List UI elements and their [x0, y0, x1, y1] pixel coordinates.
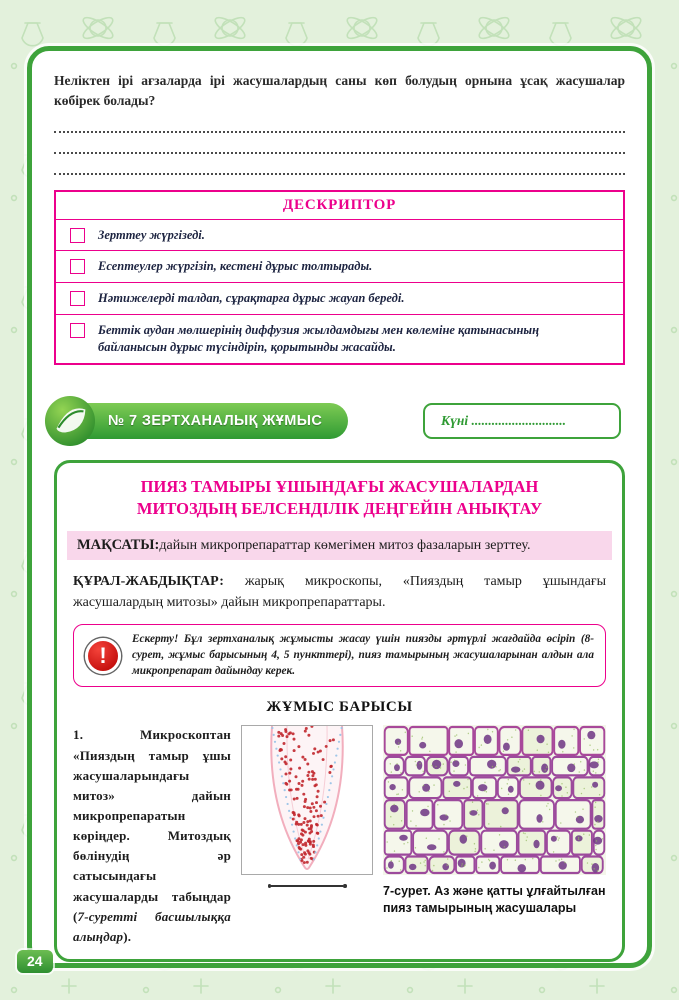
page-content [32, 51, 647, 963]
question-text: Неліктен ірі ағзаларда ірі жасушалардың саны көп болудың орнына ұсақ жасушалар көбірек болады? [54, 73, 625, 109]
answer-line [54, 154, 625, 175]
descriptor-item [56, 314, 623, 363]
lab-work-banner: № 7 ЗЕРТХАНАЛЫҚ ЖҰМЫС [60, 403, 348, 439]
step-body: Микроскоптан «Пияздың тамыр ұшы жасушаларындағы митоз» дайын микропрепаратын көріңдер. Митоздық бөлінудің әр сатысындағы жасушаларды табыңдар ( [73, 727, 231, 924]
descriptor-box [54, 190, 625, 365]
page-frame [27, 46, 652, 968]
lab-banner-row [44, 395, 625, 447]
lab-title-line1: ПИЯЗ ТАМЫРЫ ҰШЫНДАҒЫ ЖАСУШАЛАРДАН [140, 476, 539, 496]
descriptor-item [56, 282, 623, 314]
lab-title-line2: МИТОЗДЫҢ БЕЛСЕНДІЛІК ДЕҢГЕЙІН АНЫҚТАУ [136, 499, 543, 519]
step-figure-ref: 7-суретті басшылыққа алыңдар [73, 908, 231, 944]
checkbox[interactable] [70, 323, 85, 338]
micrograph-image [383, 725, 606, 875]
onion-cells-micrograph [383, 725, 606, 875]
warning-body: Бұл зертханалық жұмысты жасау үшін пиязды әртүрлі жағдайда өсіріп (8-сурет, жұмыс барысының 4, 5 пункттері), пияз тамырының жасушаларынан алдын ала микропрепарат дайындау керек. [132, 633, 594, 677]
descriptor-item-label: Есептеулер жүргізіп, кестені дұрыс толтырады. [98, 259, 373, 274]
equipment-paragraph [73, 572, 606, 613]
micrograph-figure [383, 725, 606, 947]
descriptor-item-label: Беттік аудан мөлшерінің диффузия жылдамдығы мен көлеміне қатынасының байланысын дұрыс түсіндіріп, қорытынды жасайды. [98, 323, 540, 354]
answer-line [54, 112, 625, 133]
root-tip-figure [241, 725, 373, 947]
answer-line [54, 133, 625, 154]
procedure-title: ЖҰМЫС БАРЫСЫ [266, 699, 413, 716]
descriptor-item [56, 220, 623, 251]
descriptor-title: ДЕСКРИПТОР [56, 192, 623, 220]
step-tail: ). [123, 928, 132, 944]
figure-row [73, 725, 606, 947]
figure-caption: 7-сурет. Аз және қатты ұлғайтылған пияз тамырының жасушалары [383, 884, 606, 916]
goal-text: дайын микропрепараттар көмегімен митоз фазаларын зерттеу. [159, 538, 531, 554]
root-tip-image [241, 725, 373, 875]
step-number: 1. [73, 727, 84, 743]
lab-content-box [54, 460, 625, 962]
root-tip-drawing [242, 726, 372, 874]
warning-label: Ескерту! [132, 633, 179, 645]
scale-bar [241, 884, 373, 888]
descriptor-item-label: Зерттеу жүргізеді. [98, 227, 205, 242]
page-number: 24 [17, 950, 53, 973]
descriptor-item-label: Нәтижелерді талдап, сұрақтарға дұрыс жауап береді. [98, 291, 405, 306]
leaf-icon [44, 395, 96, 447]
warning-text [132, 632, 594, 679]
equipment-text: жарық микроскопы, «Пияздың тамыр ұшындағы жасушалардың митозы» дайын микропрепараттары. [73, 574, 606, 610]
checkbox[interactable] [70, 228, 85, 243]
step-1-text [73, 725, 231, 947]
date-field[interactable]: Күні ............................ [423, 403, 621, 439]
equipment-label: ҚҰРАЛ-ЖАБДЫҚТАР: [73, 574, 224, 590]
warning-box [73, 624, 606, 687]
goal-label: МАҚСАТЫ: [77, 537, 160, 554]
checkbox[interactable] [70, 291, 85, 306]
lab-title [73, 476, 606, 521]
goal-strip [67, 531, 612, 560]
checkbox[interactable] [70, 259, 85, 274]
warning-icon: ! [85, 638, 121, 674]
descriptor-item [56, 250, 623, 282]
